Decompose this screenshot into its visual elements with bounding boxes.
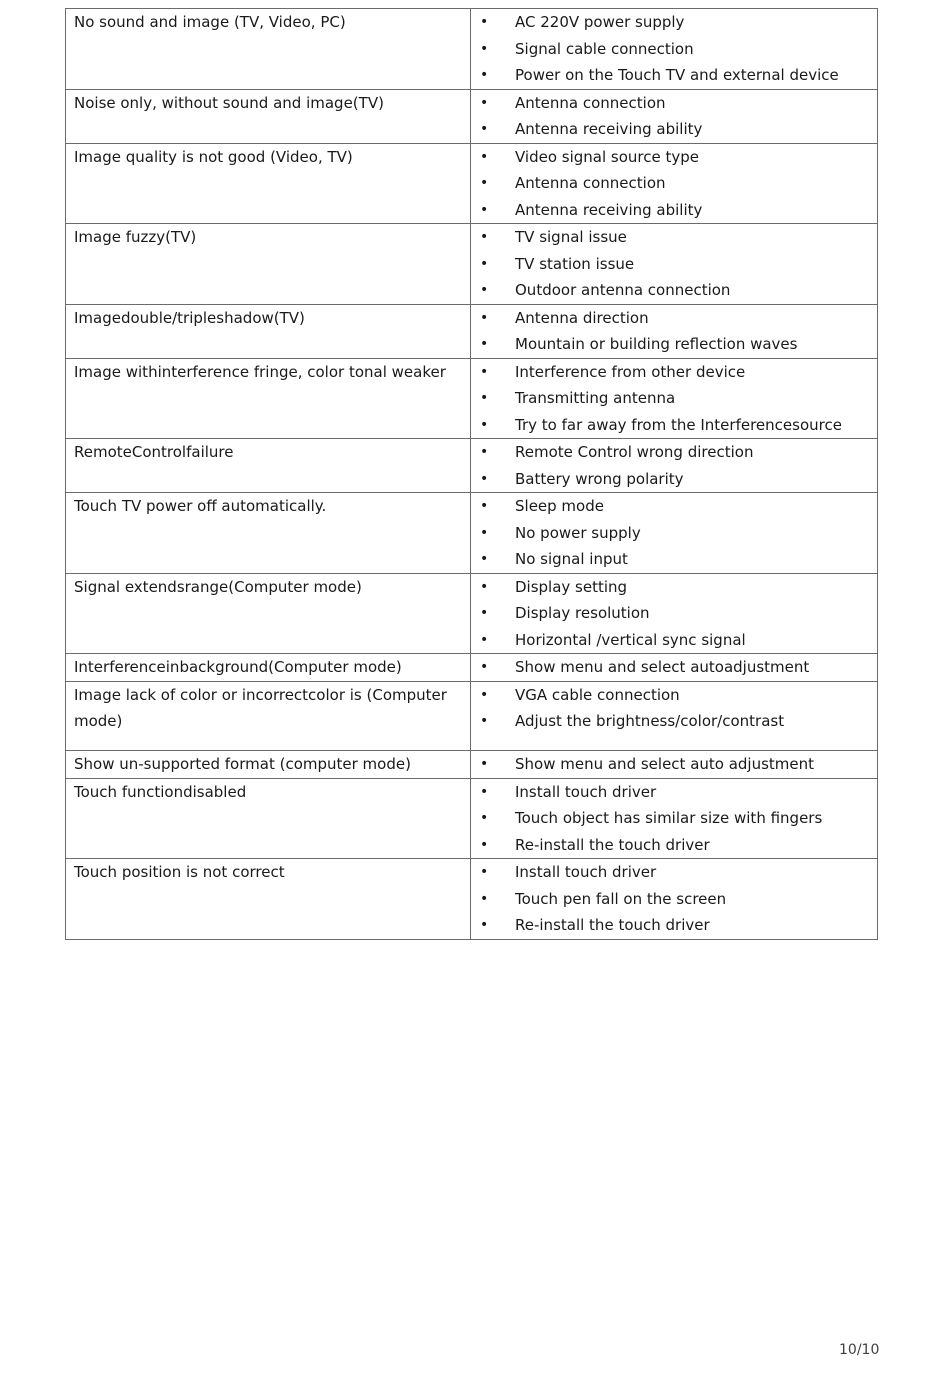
bullet-icon: • bbox=[480, 524, 489, 541]
check-item-text: Display setting bbox=[515, 577, 628, 596]
bullet-icon: • bbox=[480, 470, 489, 487]
bullet-icon: • bbox=[480, 40, 489, 57]
check-item-text: Horizontal /vertical sync signal bbox=[515, 630, 746, 649]
check-list bbox=[471, 90, 877, 143]
check-item-text: VGA cable connection bbox=[515, 685, 680, 704]
check-item bbox=[471, 912, 877, 939]
symptom-cell: Image withinterference fringe, color tonal weaker bbox=[66, 358, 471, 439]
check-item bbox=[471, 277, 877, 304]
bullet-icon: • bbox=[480, 148, 489, 165]
check-item-text: Sleep mode bbox=[515, 497, 604, 515]
bullet-icon: • bbox=[480, 309, 489, 326]
bullet-icon: • bbox=[480, 605, 489, 621]
check-item bbox=[471, 682, 877, 709]
bullet-icon: • bbox=[480, 578, 489, 595]
bullet-icon: • bbox=[480, 659, 489, 675]
symptom-cell: RemoteControlfailure bbox=[66, 439, 471, 493]
bullet-icon: • bbox=[480, 363, 489, 380]
check-cell bbox=[471, 358, 878, 439]
check-list bbox=[471, 439, 877, 492]
bullet-icon: • bbox=[480, 755, 489, 772]
symptom-cell: Noise only, without sound and image(TV) bbox=[66, 89, 471, 143]
table-row bbox=[66, 224, 878, 305]
page-number: 10/10 bbox=[839, 1342, 880, 1358]
check-item bbox=[471, 574, 877, 601]
check-item-text: Video signal source type bbox=[515, 147, 700, 166]
table-row bbox=[66, 358, 878, 439]
check-item-text: No power supply bbox=[515, 523, 641, 542]
check-item-text: Try to far away from the Interferencesource bbox=[515, 415, 842, 434]
table-row bbox=[66, 89, 878, 143]
check-list bbox=[471, 224, 877, 304]
check-item bbox=[471, 412, 877, 439]
check-item bbox=[471, 197, 877, 224]
check-list bbox=[471, 654, 877, 681]
bullet-icon: • bbox=[480, 686, 489, 703]
check-item bbox=[471, 62, 877, 89]
troubleshooting-table bbox=[65, 8, 878, 940]
troubleshooting-table-body bbox=[66, 9, 878, 940]
table-row bbox=[66, 9, 878, 90]
check-item-text: Display resolution bbox=[515, 604, 650, 622]
check-item-text: AC 220V power supply bbox=[515, 13, 685, 31]
check-item-text: Transmitting antenna bbox=[515, 389, 676, 407]
check-item-text: Antenna receiving ability bbox=[515, 200, 703, 219]
symptom-cell: Imagedouble/tripleshadow(TV) bbox=[66, 304, 471, 358]
check-item bbox=[471, 331, 877, 358]
symptom-cell: Image fuzzy(TV) bbox=[66, 224, 471, 305]
check-item bbox=[471, 90, 877, 117]
bullet-icon: • bbox=[480, 390, 489, 406]
symptom-cell: No sound and image (TV, Video, PC) bbox=[66, 9, 471, 90]
check-item bbox=[471, 9, 877, 36]
bullet-icon: • bbox=[480, 175, 489, 191]
symptom-cell: Interferenceinbackground(Computer mode) bbox=[66, 654, 471, 682]
check-item bbox=[471, 493, 877, 520]
bullet-icon: • bbox=[480, 67, 489, 83]
check-item bbox=[471, 600, 877, 627]
symptom-cell: Show un-supported format (computer mode) bbox=[66, 750, 471, 778]
check-item bbox=[471, 654, 877, 681]
check-item-text: Antenna connection bbox=[515, 93, 666, 112]
symptom-cell: Signal extendsrange(Computer mode) bbox=[66, 573, 471, 654]
check-list bbox=[471, 779, 877, 859]
check-item-text: Antenna connection bbox=[515, 174, 666, 192]
check-list bbox=[471, 682, 877, 735]
check-item-text: Re-install the touch driver bbox=[515, 916, 710, 934]
table-row bbox=[66, 304, 878, 358]
bullet-icon: • bbox=[480, 783, 489, 800]
check-item bbox=[471, 751, 877, 778]
bullet-icon: • bbox=[480, 551, 489, 567]
check-item bbox=[471, 359, 877, 386]
bullet-icon: • bbox=[480, 336, 489, 352]
check-item-text: Install touch driver bbox=[515, 782, 657, 801]
check-item bbox=[471, 627, 877, 654]
check-list bbox=[471, 574, 877, 654]
bullet-icon: • bbox=[480, 631, 489, 648]
check-cell bbox=[471, 493, 878, 574]
check-cell bbox=[471, 778, 878, 859]
check-item bbox=[471, 385, 877, 412]
check-list bbox=[471, 9, 877, 89]
check-item bbox=[471, 520, 877, 547]
check-item bbox=[471, 36, 877, 63]
check-item bbox=[471, 886, 877, 913]
check-cell bbox=[471, 143, 878, 224]
table-row bbox=[66, 493, 878, 574]
check-cell bbox=[471, 9, 878, 90]
check-item bbox=[471, 779, 877, 806]
check-cell bbox=[471, 750, 878, 778]
check-item bbox=[471, 116, 877, 143]
check-item-text: Remote Control wrong direction bbox=[515, 443, 754, 461]
check-list bbox=[471, 359, 877, 439]
check-item-text: Antenna receiving ability bbox=[515, 120, 703, 138]
bullet-icon: • bbox=[480, 94, 489, 111]
check-cell bbox=[471, 89, 878, 143]
check-item-text: Re-install the touch driver bbox=[515, 835, 710, 854]
check-item-text: TV station issue bbox=[515, 254, 635, 273]
check-item-text: Touch object has similar size with fingers bbox=[515, 809, 823, 827]
bullet-icon: • bbox=[480, 713, 489, 729]
check-cell bbox=[471, 304, 878, 358]
check-item bbox=[471, 305, 877, 332]
check-cell bbox=[471, 573, 878, 654]
bullet-icon: • bbox=[480, 810, 489, 826]
check-item bbox=[471, 439, 877, 466]
check-item-text: Outdoor antenna connection bbox=[515, 281, 731, 299]
check-item bbox=[471, 832, 877, 859]
symptom-cell: Touch functiondisabled bbox=[66, 778, 471, 859]
check-list bbox=[471, 305, 877, 358]
check-item-text: Mountain or building reflection waves bbox=[515, 335, 798, 353]
check-list bbox=[471, 144, 877, 224]
table-row bbox=[66, 573, 878, 654]
table-row bbox=[66, 750, 878, 778]
bullet-icon: • bbox=[480, 229, 489, 245]
check-item bbox=[471, 251, 877, 278]
check-item-text: Touch pen fall on the screen bbox=[515, 889, 727, 908]
check-item-text: TV signal issue bbox=[515, 228, 627, 246]
symptom-cell: Touch TV power off automatically. bbox=[66, 493, 471, 574]
check-item-text: Power on the Touch TV and external device bbox=[515, 66, 839, 84]
check-item-text: Show menu and select autoadjustment bbox=[515, 658, 810, 676]
check-item bbox=[471, 859, 877, 886]
check-item-text: Antenna direction bbox=[515, 308, 649, 327]
check-item bbox=[471, 708, 877, 735]
bullet-icon: • bbox=[480, 14, 489, 30]
bullet-icon: • bbox=[480, 917, 489, 933]
check-list bbox=[471, 493, 877, 573]
check-item-text: Install touch driver bbox=[515, 863, 657, 881]
check-item-text: Adjust the brightness/color/contrast bbox=[515, 712, 785, 730]
symptom-cell: Image lack of color or incorrectcolor is (Computer mode) bbox=[66, 681, 471, 750]
bullet-icon: • bbox=[480, 121, 489, 137]
check-cell bbox=[471, 654, 878, 682]
check-item bbox=[471, 170, 877, 197]
table-row bbox=[66, 681, 878, 750]
check-cell bbox=[471, 681, 878, 750]
bullet-icon: • bbox=[480, 201, 489, 218]
check-item bbox=[471, 466, 877, 493]
check-item-text: No signal input bbox=[515, 550, 628, 568]
check-cell bbox=[471, 224, 878, 305]
symptom-cell: Image quality is not good (Video, TV) bbox=[66, 143, 471, 224]
check-item-text: Battery wrong polarity bbox=[515, 469, 684, 488]
check-item bbox=[471, 546, 877, 573]
check-item-text: Signal cable connection bbox=[515, 39, 694, 58]
table-row bbox=[66, 654, 878, 682]
symptom-cell: Touch position is not correct bbox=[66, 859, 471, 940]
check-item bbox=[471, 144, 877, 171]
bullet-icon: • bbox=[480, 255, 489, 272]
bullet-icon: • bbox=[480, 282, 489, 298]
check-cell bbox=[471, 859, 878, 940]
bullet-icon: • bbox=[480, 444, 489, 460]
table-row bbox=[66, 859, 878, 940]
bullet-icon: • bbox=[480, 864, 489, 880]
table-row bbox=[66, 778, 878, 859]
check-cell bbox=[471, 439, 878, 493]
bullet-icon: • bbox=[480, 890, 489, 907]
check-item bbox=[471, 805, 877, 832]
table-row bbox=[66, 439, 878, 493]
check-item-text: Show menu and select auto adjustment bbox=[515, 754, 815, 773]
bullet-icon: • bbox=[480, 498, 489, 514]
check-list bbox=[471, 751, 877, 778]
check-item-text: Interference from other device bbox=[515, 362, 746, 381]
check-list bbox=[471, 859, 877, 939]
check-item bbox=[471, 224, 877, 251]
bullet-icon: • bbox=[480, 836, 489, 853]
table-row bbox=[66, 143, 878, 224]
bullet-icon: • bbox=[480, 416, 489, 433]
